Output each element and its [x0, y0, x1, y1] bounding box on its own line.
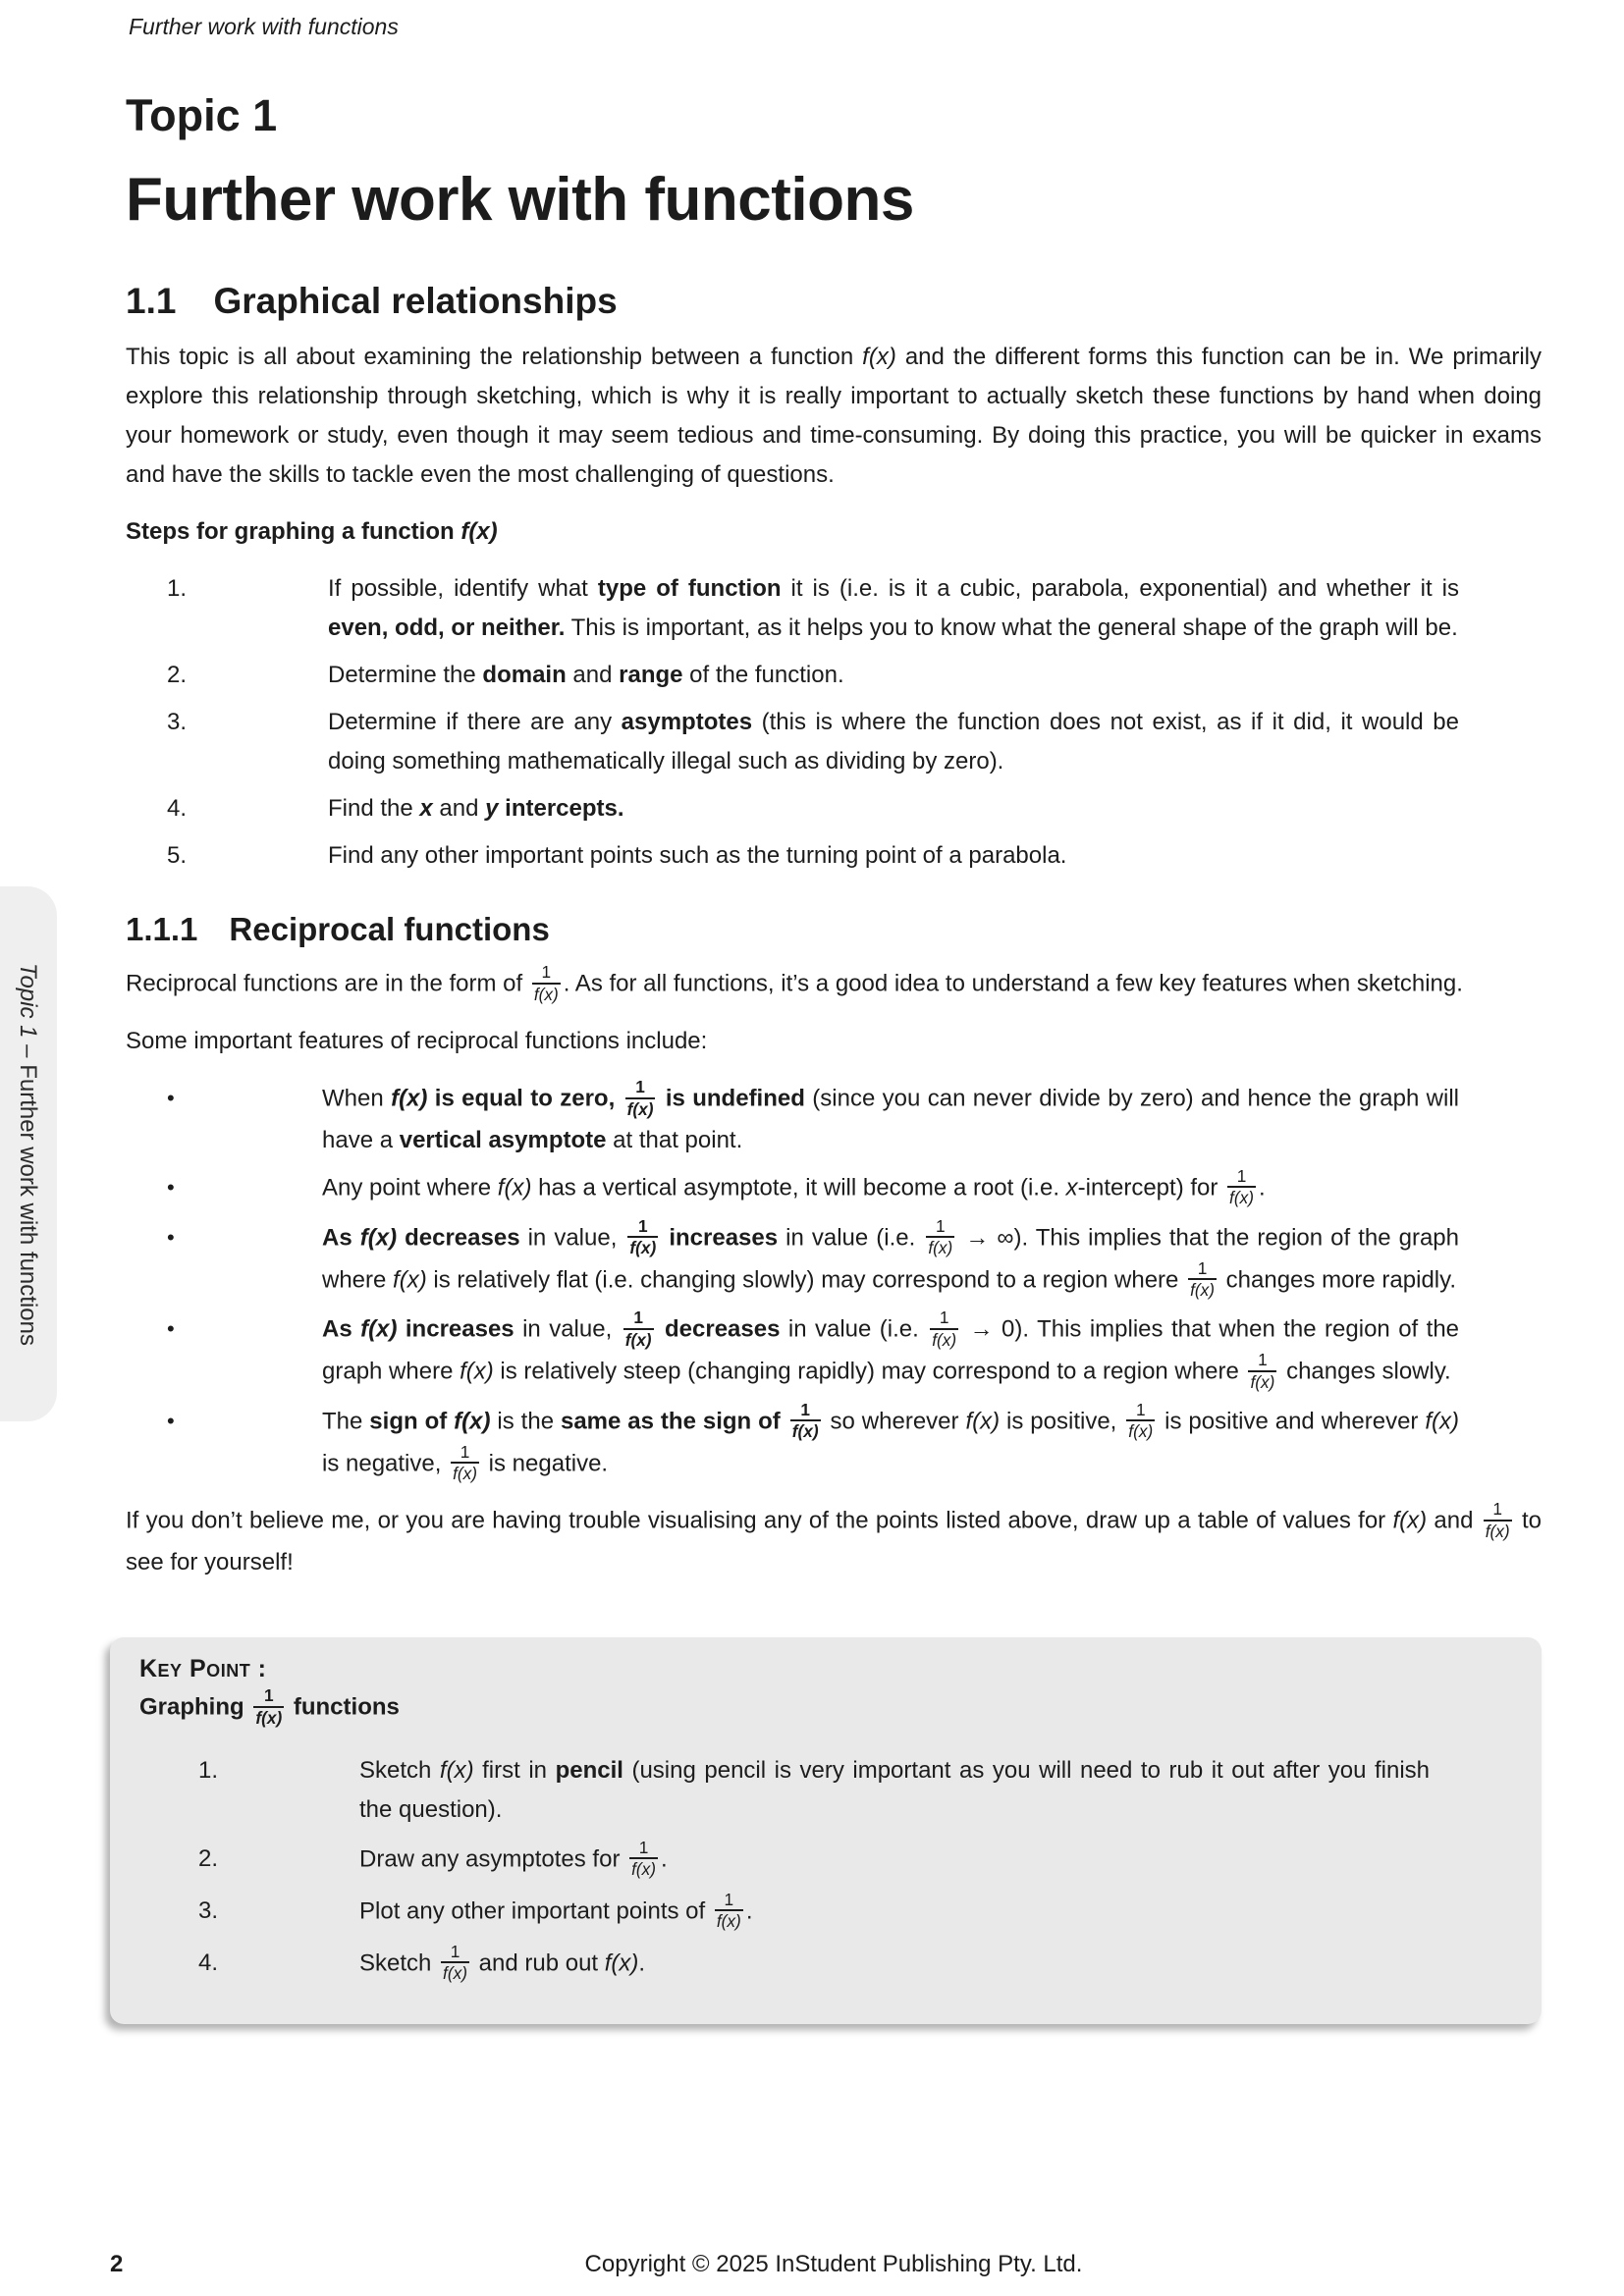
page-footer	[110, 2251, 1542, 2278]
list-item-text: As f(x) decreases in value, $\frac{1}{f(x)}$ increases in value (i.e. $\frac{1}{f(x)}$ → ∞). This implies that the region of the graph where f(x) is relatively flat (i.e. changing slowly) may correspond to a region where $\frac{1}{f(x)}$ changes more rapidly.	[322, 1215, 1460, 1300]
intro-paragraph: This topic is all about examining the relationship between a function f(x) and the different forms this function can be in. We primarily explore this relationship through sketching, which is why it is really important to actually sketch these functions by hand when doing your homework or study, even though it may seem tedious and time-consuming. By doing this practice, you will be quicker in exams and have the skills to tackle even the most challenging of questions.	[126, 344, 1542, 489]
list-marker: 1.	[167, 575, 188, 603]
reciprocal-features-list	[167, 1079, 1542, 1485]
keypoint-heading: Graphing $\frac{1}{f(x)}$ functions	[139, 1685, 400, 1728]
bullet-marker: •	[167, 1224, 175, 1250]
graphing-steps-list	[167, 569, 1542, 876]
bullet-marker: •	[167, 1174, 175, 1200]
keypoint-label: Key Point :	[139, 1655, 267, 1683]
inline-fraction: $\frac{1}{f(x)}$	[928, 1215, 953, 1258]
inline-fraction: $\frac{1}{f(x)}$	[624, 1308, 652, 1350]
page-title: Further work with functions	[126, 165, 914, 234]
inline-fraction: $\frac{1}{f(x)}$	[1128, 1399, 1154, 1442]
running-header: Further work with functions	[129, 14, 399, 39]
inline-fraction: $\frac{1}{f(x)}$	[1190, 1257, 1215, 1300]
list-item	[167, 703, 1542, 781]
inline-fraction: $\frac{1}{f(x)}$	[1229, 1165, 1254, 1208]
inline-fraction: $\frac{1}{f(x)}$	[1250, 1350, 1275, 1392]
topic-label: Topic 1	[126, 90, 278, 140]
list-item	[167, 569, 1542, 648]
list-item-text: Find the x and y intercepts.	[328, 795, 624, 823]
list-item-text: Sketch $\frac{1}{f(x)}$ and rub out f(x).	[359, 1941, 646, 1983]
list-item	[167, 1309, 1542, 1394]
copyright-text: Copyright © 2025 InStudent Publishing Pty. Ltd.	[584, 2251, 1083, 2277]
inline-fraction: $\frac{1}{f(x)}$	[1485, 1499, 1510, 1541]
list-item	[167, 789, 1542, 828]
inline-fraction: $\frac{1}{f(x)}$	[443, 1941, 467, 1983]
inline-fraction: $\frac{1}{f(x)}$	[716, 1889, 741, 1932]
list-marker: 2.	[198, 1845, 219, 1873]
inline-fraction: $\frac{1}{f(x)}$	[533, 962, 559, 1004]
page-content	[0, 90, 1624, 2024]
list-item	[198, 1751, 1512, 1830]
subsection-number: 1.1.1	[126, 911, 198, 948]
list-marker: 1.	[198, 1757, 219, 1785]
list-item-text: Any point where f(x) has a vertical asymptote, it will become a root (i.e. x-intercept) for $\frac{1}{f(x)}$ .	[322, 1165, 1266, 1208]
list-item	[167, 1399, 1542, 1486]
inline-fraction: $\frac{1}{f(x)}$	[791, 1399, 819, 1442]
list-marker: 4.	[198, 1949, 219, 1976]
list-marker: 2.	[167, 662, 188, 689]
section-number: 1.1	[126, 280, 177, 321]
list-item	[198, 1840, 1512, 1882]
list-item	[167, 1079, 1542, 1160]
list-item-text: Find any other important points such as the turning point of a parabola.	[328, 842, 1067, 870]
list-item	[198, 1889, 1512, 1934]
bullet-marker: •	[167, 1408, 175, 1433]
list-item-text: Plot any other important points of $\frac{1}{f(x)}$ .	[359, 1889, 753, 1932]
inline-fraction: $\frac{1}{f(x)}$	[932, 1308, 957, 1350]
list-item	[167, 1215, 1542, 1303]
page-number: 2	[110, 2251, 124, 2277]
list-marker: 4.	[167, 795, 188, 823]
inline-fraction: $\frac{1}{f(x)}$	[626, 1077, 654, 1119]
list-item	[167, 1165, 1542, 1210]
list-item-text: Sketch f(x) first in pencil (using pencil is very important as you will need to rub it out after you finish the question).	[359, 1757, 1430, 1824]
list-item	[167, 836, 1542, 876]
subsection-title: Reciprocal functions	[229, 911, 550, 948]
list-item-text: Draw any asymptotes for $\frac{1}{f(x)}$ .	[359, 1838, 668, 1880]
closing-paragraph: If you don’t believe me, or you are having trouble visualising any of the points listed above, draw up a table of values for f(x) and $\frac{1}{f(x)}$ to see for yourself!	[126, 1499, 1542, 1576]
subsection-heading-1-1-1	[126, 911, 1542, 948]
reciprocal-intro-paragraph: Reciprocal functions are in the form of $\frac{1}{f(x)}$ . As for all functions, it’s a good idea to understand a few key features when sketching.	[126, 962, 1463, 1004]
sidebar-topic-tab	[0, 886, 57, 1421]
inline-fraction: $\frac{1}{f(x)}$	[255, 1685, 283, 1728]
list-item-text: As f(x) increases in value, $\frac{1}{f(x)}$ decreases in value (i.e. $\frac{1}{f(x)}$ → 0). This implies that when the region of the graph where f(x) is relatively steep (changing rapidly) may correspond to a region where $\frac{1}{f(x)}$ changes slowly.	[322, 1308, 1460, 1392]
list-item	[167, 656, 1542, 695]
list-marker: 3.	[167, 709, 188, 736]
inline-fraction: $\frac{1}{f(x)}$	[453, 1441, 478, 1484]
list-marker: 3.	[198, 1896, 219, 1924]
inline-fraction: $\frac{1}{f(x)}$	[631, 1838, 657, 1880]
features-lead-paragraph: Some important features of reciprocal functions include:	[126, 1028, 708, 1055]
list-item-text: Determine the domain and range of the function.	[328, 662, 844, 689]
bullet-marker: •	[167, 1316, 175, 1342]
list-item	[198, 1941, 1512, 1986]
section-title: Graphical relationships	[213, 280, 618, 321]
list-item-text: If possible, identify what type of function it is (i.e. is it a cubic, parabola, exponential) and whether it is even, odd, or neither. This is important, as it helps you to know what the general shape of the graph will be.	[328, 575, 1460, 642]
sidebar-topic-tab-label: Topic 1 – Further work with functions	[15, 962, 41, 1346]
list-item-text: The sign of f(x) is the same as the sign of $\frac{1}{f(x)}$ so wherever f(x) is positive, $\frac{1}{f(x)}$ is positive and wherever f(x) is negative, $\frac{1}{f(x)}$ is negative.	[322, 1399, 1459, 1484]
list-item-text: When f(x) is equal to zero, $\frac{1}{f(x)}$ is undefined (since you can never divide by zero) and hence the graph will have a vertical asymptote at that point.	[322, 1077, 1460, 1153]
list-marker: 5.	[167, 842, 188, 870]
list-item-text: Determine if there are any asymptotes (this is where the function does not exist, as if it did, it would be doing something mathematically illegal such as dividing by zero).	[328, 709, 1459, 775]
keypoint-box	[110, 1637, 1542, 2024]
bullet-marker: •	[167, 1086, 175, 1111]
keypoint-steps-list	[198, 1751, 1512, 1985]
section-heading-1-1	[126, 281, 1542, 323]
inline-fraction: $\frac{1}{f(x)}$	[629, 1215, 657, 1258]
steps-heading: Steps for graphing a function f(x)	[126, 518, 498, 546]
